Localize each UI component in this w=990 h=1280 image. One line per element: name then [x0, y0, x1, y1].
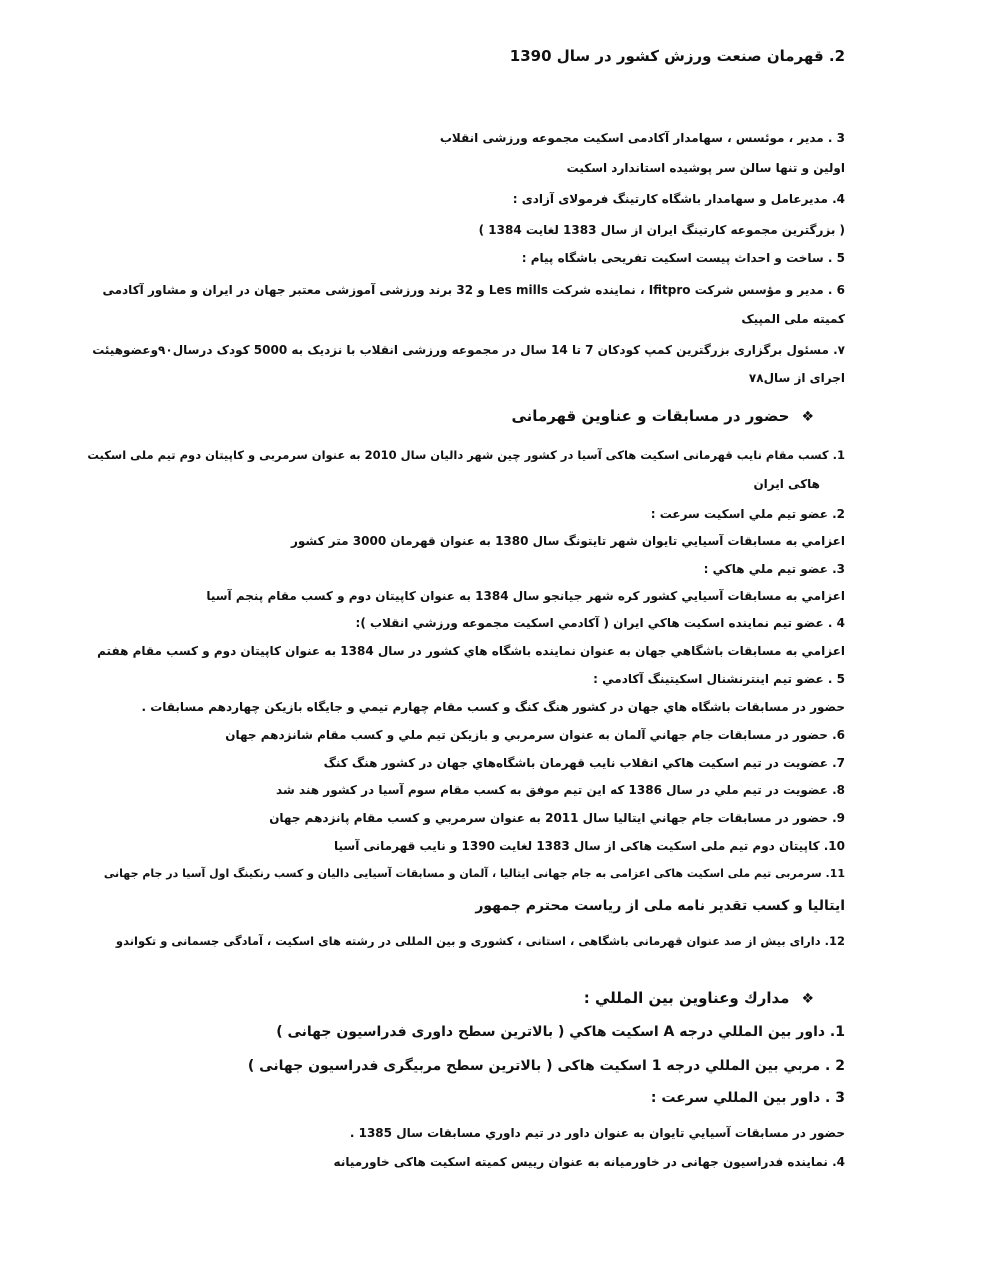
- list-item: 8. عضویت در تیم ملي در سال 1386 که این تیم موفق به کسب مقام سوم آسیا در کشور هند شد: [276, 783, 845, 797]
- text-line: حضور در مسابقات آسیايي تایوان به عنوان داور در تیم داوري مسابقات سال 1385 .: [349, 1126, 845, 1140]
- text-line: اعزامي به مسابقات آسیايي تایوان شهر تایتونگ سال 1380 به عنوان قهرمان 3000 متر کشور: [290, 534, 845, 548]
- list-item: 12. دارای بیش از صد عنوان قهرمانی باشگاهی ، استانی ، کشوری و بین المللی در رشته های اسکیت ، آمادگی جسمانی و تکواندو: [115, 934, 845, 948]
- list-item: 9. حضور در مسابقات جام جهاني ایتالیا سال 2011 به عنوان سرمربي و کسب مقام پانزدهم جهان: [269, 811, 845, 825]
- text-line: 5 . ساخت و احداث پیست اسکیت تفریحی باشگاه پیام :: [521, 251, 845, 265]
- text-line: هاکی ایران: [753, 477, 820, 491]
- text-line: 3 . مدیر ، موئسس ، سهامدار آکادمی اسکیت مجموعه ورزشی انقلاب: [439, 131, 845, 145]
- list-item: 5 . عضو تیم اینترنشنال اسکیتینگ آکادمي :: [593, 672, 845, 686]
- diamond-bullet-icon: ❖: [801, 409, 814, 425]
- list-item: 7. عضویت در تیم اسکیت هاکي انقلاب نایب قهرمان باشگاه‌هاي جهان در کشور هنگ کنگ: [323, 756, 845, 770]
- list-item: 1. کسب مقام نایب قهرمانی اسکیت هاکی آسیا در کشور چین شهر دالیان سال 2010 به عنوان سرمربی و کاپیتان دوم تیم ملی اسکیت: [87, 448, 845, 462]
- section-title: حضور در مسابقات و عناوین قهرمانی: [511, 407, 790, 425]
- text-line: حضور در مسابقات باشگاه هاي جهان در کشور هنگ کنگ و کسب مقام چهارم تیمي و جایگاه بازیکن چهاردهم مسابقات .: [141, 700, 845, 714]
- text-line: کمیته ملی المپیک: [741, 312, 845, 326]
- text-line: ۷. مسئول برگزاری بزرگترین کمپ کودکان 7 تا 14 سال در مجموعه ورزشی انقلاب با نزدیک به 5000 کودک درسال۹۰وعضوهیئت: [92, 343, 845, 357]
- section-heading-competitions: [511, 408, 814, 425]
- diamond-bullet-icon: ❖: [801, 991, 814, 1007]
- list-item: 2 . مربي بين المللي درجه 1 اسکیت هاکی ( بالاترین سطح مربیگری فدراسیون جهانی ): [247, 1058, 845, 1074]
- list-item: 2. عضو تیم ملي اسکیت سرعت :: [650, 507, 845, 521]
- list-item: 1. داور بين المللي درجه A اسکیت هاکي ( بالاترین سطح داوری فدراسیون جهانی ): [276, 1024, 845, 1040]
- title-line: 2. قهرمان صنعت ورزش کشور در سال 1390: [509, 47, 845, 65]
- section-title: مدارك وعناوين بين المللي :: [583, 989, 790, 1007]
- list-item: 3. عضو تیم ملي هاکي :: [703, 562, 845, 576]
- text-line: اعزامي به مسابقات باشگاهي جهان به عنوان نماینده باشگاه هاي کشور در سال 1384 به عنوان کاپیتان دوم و کسب مقام هفتم: [97, 644, 845, 658]
- list-item: 11. سرمربی تیم ملی اسکیت هاکی اعزامی به جام جهانی ایتالیا ، آلمان و مسابقات آسیایی دالیان و کسب رنکینگ اول آسیا در جام جهانی: [103, 867, 845, 880]
- text-line: اجرای از سال۷۸: [748, 371, 845, 385]
- text-line: ایتالیا و کسب تقدیر نامه ملی از ریاست محترم جمهور: [475, 898, 845, 914]
- list-item: 6. حضور در مسابقات جام جهاني آلمان به عنوان سرمربي و بازیکن تیم ملي و کسب مقام شانزدهم جهان: [225, 728, 845, 742]
- list-item: 4 . عضو تیم نماینده اسکیت هاکي ایران ( آکادمي اسکیت مجموعه ورزشي انقلاب ):: [355, 616, 845, 630]
- section-heading-credentials: [584, 990, 814, 1007]
- list-item: 10. کاپیتان دوم تیم ملی اسکیت هاکی از سال 1383 لغایت 1390 و نایب قهرمانی آسیا: [334, 839, 845, 853]
- text-line: 6 . مدیر و مؤسس شرکت Ifitpro ، نماینده شرکت Les mills و 32 برند ورزشی آموزشی معتبر جهان در ایران و مشاور آکادمی: [102, 283, 845, 297]
- text-line: ( بزرگترین مجموعه کارتینگ ایران از سال 1383 لغایت 1384 ): [478, 223, 845, 237]
- list-item: 3 . داور بين المللي سرعت :: [650, 1090, 845, 1106]
- text-line: اعزامي به مسابقات آسیايي کشور کره شهر جیانجو سال 1384 به عنوان کاپیتان دوم و کسب مقام پنجم آسیا: [206, 589, 845, 603]
- list-item: 4. نماینده فدراسیون جهانی در خاورمیانه به عنوان رییس کمیته اسکیت هاکی خاورمیانه: [333, 1155, 845, 1169]
- text-line: 4. مدیرعامل و سهامدار باشگاه کارتینگ فرمولای آزادی :: [512, 192, 845, 206]
- text-line: اولین و تنها سالن سر پوشیده استاندارد اسکیت: [566, 161, 845, 175]
